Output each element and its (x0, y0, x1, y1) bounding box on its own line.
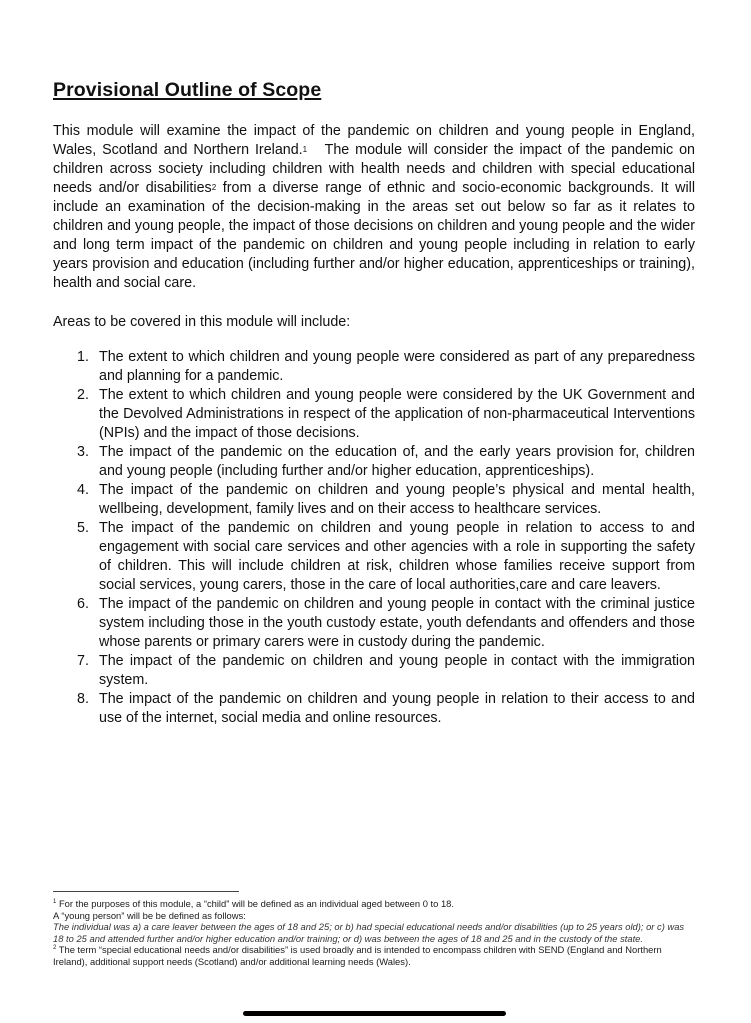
footnote-1 (53, 898, 695, 910)
list-text: The impact of the pandemic on children and young people in relation to access to and engagement with social care services and other agencies with a role in supporting the safety of children. This will include children at risk, children whose families receive support from social services, young carers, those in the care of local authorities,care and care leavers. (99, 520, 695, 593)
footnote-1-text: For the purposes of this module, a “child” will be defined as an individual aged between 0 to 18. (56, 898, 454, 909)
areas-list (53, 348, 695, 728)
intro-text-2: The module will consider the impact of the pandemic on children across society including children with health needs and children with special educational needs and/or disabilities (53, 142, 699, 196)
list-number: 4. (77, 482, 89, 498)
footnotes (53, 898, 695, 967)
list-text: The impact of the pandemic on children and young people’s physical and mental health, wellbeing, development, family lives and on their access to healthcare services. (99, 482, 695, 517)
list-text: The extent to which children and young people were considered as part of any preparedness and planning for a pandemic. (99, 349, 695, 384)
list-item (53, 519, 695, 595)
list-text: The impact of the pandemic on the education of, and the early years provision for, children and young people (including further and/or higher education, apprenticeships). (99, 444, 695, 479)
footnote-ref-2[interactable]: 2 (211, 183, 217, 192)
list-item (53, 652, 695, 690)
list-number: 3. (77, 444, 89, 460)
intro-paragraph (53, 122, 699, 293)
footnote-2 (53, 944, 695, 967)
footnote-ref-1[interactable]: 1 (302, 145, 308, 154)
intro-text-3: from a diverse range of ethnic and socio-economic backgrounds. It will include an examination of the decision-making in the areas set out below so far as it relates to children and young people, the impact of those decisions on children and young people and the wider and long term impact of the pandemic on children and young people including in relation to early years provision and education (including further and/or higher education, apprenticeships or training), health and social care. (53, 180, 695, 291)
footnote-1-definition: The individual was a) a care leaver between the ages of 18 and 25; or b) had special educational needs and/or disabilities (up to 25 years old); or c) was 18 to 25 and attended further and/or higher education and/or training; or d) was between the ages of 18 and 25 and in the custody of the state. (53, 921, 685, 944)
list-text: The impact of the pandemic on children and young people in relation to their access to and use of the internet, social media and online resources. (99, 691, 695, 726)
page-title: Provisional Outline of Scope (53, 79, 322, 101)
list-number: 1. (77, 349, 89, 365)
footnote-2-marker: 2 (53, 945, 57, 951)
intro-text-1: This module will examine the impact of the pandemic on children and young people in England, Wales, Scotland and Northern Ireland. (53, 123, 695, 158)
footnote-1-young-person: A “young person” will be be defined as follows: (53, 909, 246, 921)
list-item (53, 348, 695, 386)
footnote-separator (53, 891, 239, 892)
areas-lead: Areas to be covered in this module will include: (53, 314, 351, 330)
list-text: The extent to which children and young people were considered by the UK Government and the Devolved Administrations in respect of the application of non-pharmaceutical Interventions (NPIs) and the impact of those decisions. (99, 387, 695, 441)
list-item (53, 690, 695, 728)
list-item (53, 443, 695, 481)
list-item (53, 595, 695, 652)
list-item (53, 481, 695, 519)
list-item (53, 386, 695, 443)
list-text: The impact of the pandemic on children and young people in contact with the criminal justice system including those in the youth custody estate, youth defendants and offenders and those whose parents or primary carers were in custody during the pandemic. (99, 596, 695, 650)
list-number: 5. (77, 520, 89, 536)
list-number: 7. (77, 653, 89, 669)
list-text: The impact of the pandemic on children and young people in contact with the immigration system. (99, 653, 695, 688)
home-indicator-bar[interactable] (243, 1011, 506, 1016)
list-number: 2. (77, 387, 89, 403)
list-number: 6. (77, 596, 89, 612)
list-number: 8. (77, 691, 89, 707)
footnote-1-marker: 1 (53, 899, 57, 905)
footnote-2-text: The term “special educational needs and/or disabilities” is used broadly and is intended to encompass children with SEND (England and Northern Ireland), additional support needs (Scotland) and/or additional learning needs (Wales). (53, 944, 662, 967)
